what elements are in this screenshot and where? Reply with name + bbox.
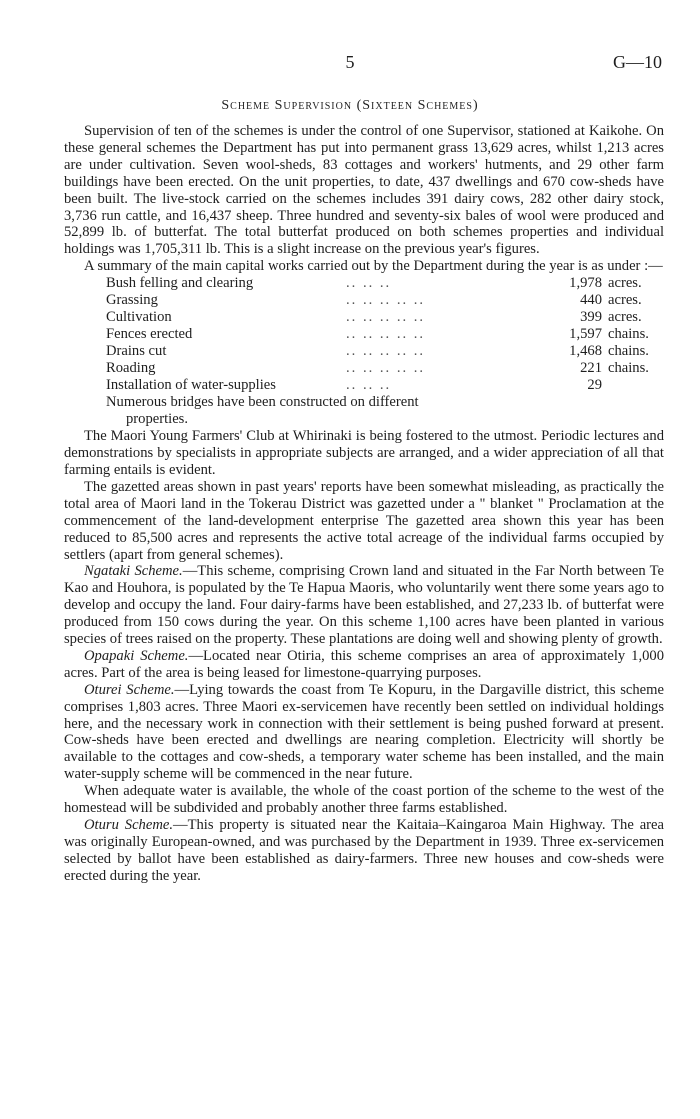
works-row	[64, 326, 664, 343]
works-row	[64, 360, 664, 377]
works-label: Bush felling and clearing	[106, 275, 254, 292]
works-note: Numerous bridges have been constructed on different	[106, 394, 419, 411]
works-quantity: 29	[587, 377, 602, 394]
works-quantity: 1,468	[569, 343, 602, 360]
works-row	[64, 292, 664, 309]
works-quantity: 1,597	[569, 326, 602, 343]
paragraph-oturei-water: When adequate water is available, the whole of the coast portion of the scheme to the west of the homestead will be subdivided and probably another three farms established.	[64, 783, 664, 817]
scheme-text-ngataki: —This scheme, comprising Crown land and situated in the Far North between Te Kao and Houhora, is populated by the Te Hapua Maoris, who voluntarily went there some years ago to develop and occupy the land. Four dairy-farms have been established, and 27,233 lb. of butterfat were produced from 150 cows during the year. On this scheme 1,100 acres have been planted in various species of trees raised on the property. These plantations are doing well and showing plenty of growth.	[64, 563, 665, 648]
leader-dots: .. .. .. .. ..	[346, 292, 426, 309]
section-heading: Scheme Supervision (Sixteen Schemes)	[221, 98, 479, 113]
works-unit: chains.	[608, 326, 649, 343]
works-unit: acres.	[608, 309, 642, 326]
document-body	[64, 123, 664, 885]
works-label: Installation of water-supplies	[106, 377, 276, 394]
works-quantity: 221	[580, 360, 602, 377]
scheme-text-oturu: —This property is situated near the Kaitaia–Kaingaroa Main Highway. The area was originally European-owned, and was purchased by the Department in 1939. Three ex-servicemen selected by ballot have been established as dairy-farmers. Three new houses and cow-sheds were erected during the year.	[64, 817, 664, 884]
paragraph-gazetted-areas: The gazetted areas shown in past years' reports have been somewhat misleading, as practically the total area of Maori land in the Tokerau District was gazetted under a " blanket " Proclamation at the commencement of the land-development enterprise The gazetted area shown this year has been reduced to 85,500 acres and represents the active total acreage of the individual farms occupied by settlers (apart from general schemes).	[64, 478, 664, 563]
scheme-text-opapaki: —Located near Otiria, this scheme comprises an area of approximately 1,000 acres. Part of the area is being leased for limestone-quarrying purposes.	[64, 647, 664, 681]
works-row	[64, 377, 664, 394]
works-row	[64, 309, 664, 326]
document-code: G—10	[613, 52, 662, 72]
works-row	[64, 343, 664, 360]
leader-dots: .. .. ..	[346, 377, 392, 394]
works-label: Drains cut	[106, 343, 167, 360]
leader-dots: .. .. .. .. ..	[346, 360, 426, 377]
works-note-row	[64, 394, 664, 411]
paragraph-oturei	[64, 682, 664, 783]
works-row	[64, 275, 664, 292]
works-label: Roading	[106, 360, 156, 377]
leader-dots: .. .. .. .. ..	[346, 343, 426, 360]
page-number: 5	[345, 52, 355, 72]
scheme-text-oturei: —Lying towards the coast from Te Kopuru, in the Dargaville district, this scheme comprises 1,803 acres. Three Maori ex-servicemen have recently been settled on individual holdings here, and the necessary work in connection with their settlement is being pushed forward at present. Cow-sheds have been erected and dwellings are nearing completion. Electricity will shortly be available to the cottages and cow-sheds, a temporary water scheme has been installed, and the main water-supply scheme will be commenced in the near future.	[64, 681, 664, 783]
works-label: Grassing	[106, 292, 158, 309]
works-quantity: 1,978	[569, 275, 602, 292]
scheme-title-ngataki: Ngataki Scheme.	[84, 563, 183, 580]
leader-dots: .. .. ..	[346, 275, 392, 292]
works-unit: acres.	[608, 292, 642, 309]
capital-works-list	[64, 275, 664, 428]
works-unit: chains.	[608, 343, 649, 360]
paragraph-ngataki	[64, 563, 664, 648]
leader-dots: .. .. .. .. ..	[346, 326, 426, 343]
paragraph-summary-intro: A summary of the main capital works carried out by the Department during the year is as under :—	[84, 258, 663, 275]
paragraph-young-farmers: The Maori Young Farmers' Club at Whirinaki is being fostered to the utmost. Periodic lectures and demonstrations by specialists in appropriate subjects are arranged, and a wider appreciation of all that farming entails is evident.	[64, 428, 664, 478]
works-unit: acres.	[608, 275, 642, 292]
paragraph-oturu	[64, 817, 664, 885]
scheme-title-oturei: Oturei Scheme.	[84, 681, 175, 698]
scheme-title-opapaki: Opapaki Scheme.	[84, 647, 189, 664]
works-quantity: 440	[580, 292, 602, 309]
works-quantity: 399	[580, 309, 602, 326]
works-label: Fences erected	[106, 326, 193, 343]
works-unit: chains.	[608, 360, 649, 377]
works-note-continuation: properties.	[126, 411, 189, 428]
works-label: Cultivation	[106, 309, 172, 326]
leader-dots: .. .. .. .. ..	[346, 309, 426, 326]
paragraph-opapaki	[64, 648, 664, 682]
scheme-title-oturu: Oturu Scheme.	[84, 817, 173, 833]
paragraph-supervision: Supervision of ten of the schemes is under the control of one Supervisor, stationed at Kaikohe. On these general schemes the Department has put into permanent grass 13,629 acres, whilst 1,213 acres are under cultivation. Seven wool-sheds, 83 cottages and workers' hutments, and 29 other farm buildings have been erected. On the unit properties, to date, 437 dwellings and 670 cow-sheds have been built. The live-stock carried on the schemes includes 391 dairy cows, 282 other dairy stock, 3,736 run cattle, and 16,437 sheep. Three hundred and seventy-six bales of wool were produced and 52,899 lb. of butterfat. The total butterfat produced on both schemes properties and individual holdings was 1,705,311 lb. This is a slight increase on the previous year's figures.	[64, 123, 664, 258]
